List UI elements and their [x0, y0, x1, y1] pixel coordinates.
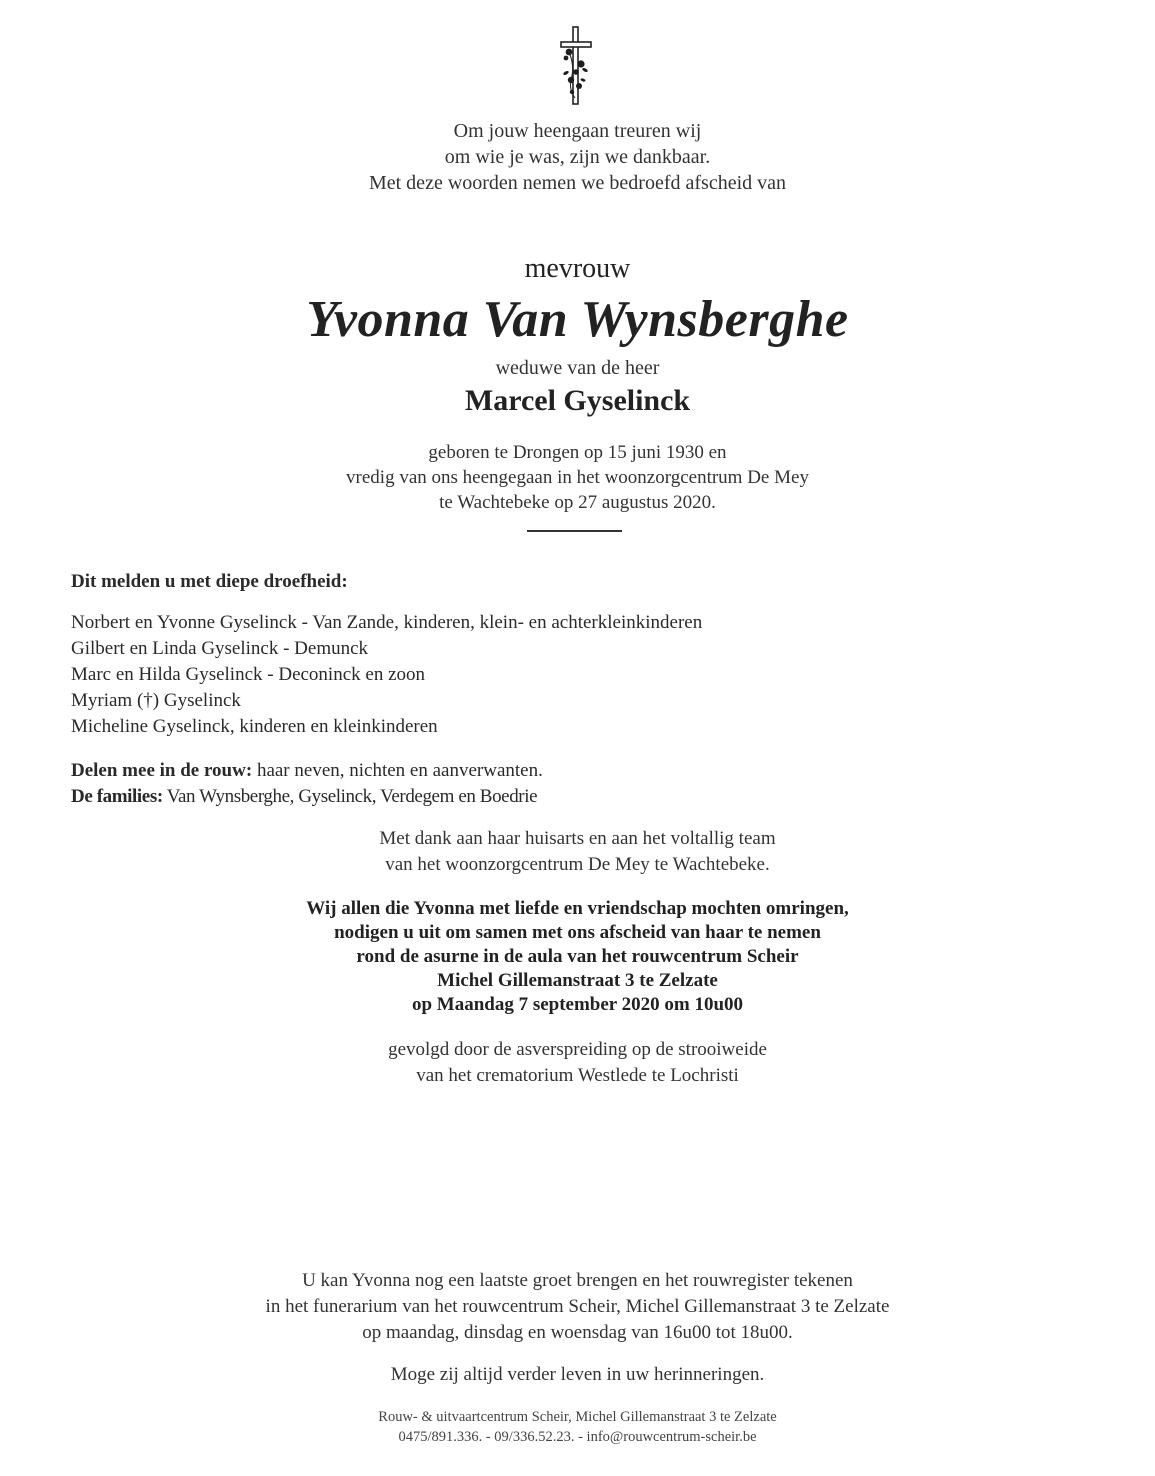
mourning-relatives — [71, 758, 1081, 784]
footer-address: Rouw- & uitvaartcentrum Scheir, Michel Gillemanstraat 3 te Zelzate — [378, 1409, 777, 1425]
ceremony-invitation — [0, 897, 1155, 1017]
funeral-home-footer — [0, 1407, 1155, 1447]
visit-line: in het funerarium van het rouwcentrum Scheir, Michel Gillemanstraat 3 te Zelzate — [265, 1296, 890, 1317]
closing-line: Moge zij altijd verder leven in uw herinneringen. — [390, 1364, 765, 1385]
visit-line: op maandag, dinsdag en woensdag van 16u00 tot 18u00. — [362, 1322, 793, 1343]
family-member: Marc en Hilda Gyselinck - Deconinck en zoon — [71, 664, 426, 685]
intro-line: Om jouw heengaan treuren wij — [453, 120, 702, 142]
family-member: Myriam (†) Gyselinck — [71, 690, 241, 711]
thanks-line: Met dank aan haar huisarts en aan het voltallig team — [379, 828, 776, 849]
ashes-line: van het crematorium Westlede te Lochristi — [416, 1065, 739, 1086]
visit-line: U kan Yvonna nog een laatste groet brengen en het rouwregister tekenen — [302, 1270, 853, 1291]
intro-verse — [0, 118, 1155, 196]
ashes-line: gevolgd door de asverspreiding op de strooiweide — [388, 1039, 767, 1060]
cross-with-roses-icon — [557, 26, 595, 106]
invitation-line: op Maandag 7 september 2020 om 10u00 — [411, 994, 744, 1015]
spouse-name: Marcel Gyselinck — [464, 384, 691, 417]
invitation-line: Michel Gillemanstraat 3 te Zelzate — [437, 970, 718, 991]
thanks-text — [0, 826, 1155, 878]
visitation-info — [0, 1268, 1155, 1346]
relation-text: weduwe van de heer — [495, 357, 660, 379]
thanks-line: van het woonzorgcentrum De Mey te Wachtebeke. — [385, 854, 770, 875]
birth-line: te Wachtebeke op 27 augustus 2020. — [439, 492, 716, 513]
mourning-text: haar neven, nichten en aanverwanten. — [252, 760, 543, 781]
family-member: Gilbert en Linda Gyselinck - Demunck — [71, 638, 369, 659]
invitation-line: Wij allen die Yvonna met liefde en vriendschap mochten omringen, — [306, 898, 849, 919]
divider — [527, 530, 622, 532]
intro-line: Met deze woorden nemen we bedroefd afscheid van — [368, 172, 787, 194]
family-member: Micheline Gyselinck, kinderen en kleinkinderen — [71, 716, 438, 737]
ash-scattering-text — [0, 1037, 1155, 1089]
family-member: Norbert en Yvonne Gyselinck - Van Zande, kinderen, klein- en achterkleinkinderen — [71, 612, 703, 633]
mourning-label: Delen mee in de rouw: — [71, 760, 253, 781]
birth-death-details — [0, 440, 1155, 515]
families-text: Van Wynsberghe, Gyselinck, Verdegem en Boedrie — [162, 786, 538, 807]
invitation-line: rond de asurne in de aula van het rouwcentrum Scheir — [356, 946, 799, 967]
families-label: De families: — [71, 786, 163, 807]
invitation-line: nodigen u uit om samen met ons afscheid van haar te nemen — [334, 922, 821, 943]
salutation: mevrouw — [524, 253, 631, 284]
families-line — [71, 784, 1081, 810]
footer-contact: 0475/891.336. - 09/336.52.23. - info@rouwcentrum-scheir.be — [398, 1429, 757, 1445]
deceased-name: Yvonna Van Wynsberghe — [306, 291, 849, 348]
announcement-heading: Dit melden u met diepe droefheid: — [71, 571, 348, 592]
family-list — [71, 610, 1081, 740]
birth-line: vredig van ons heengegaan in het woonzorgcentrum De Mey — [346, 467, 809, 488]
intro-line: om wie je was, zijn we dankbaar. — [444, 146, 711, 168]
birth-line: geboren te Drongen op 15 juni 1930 en — [428, 442, 727, 463]
